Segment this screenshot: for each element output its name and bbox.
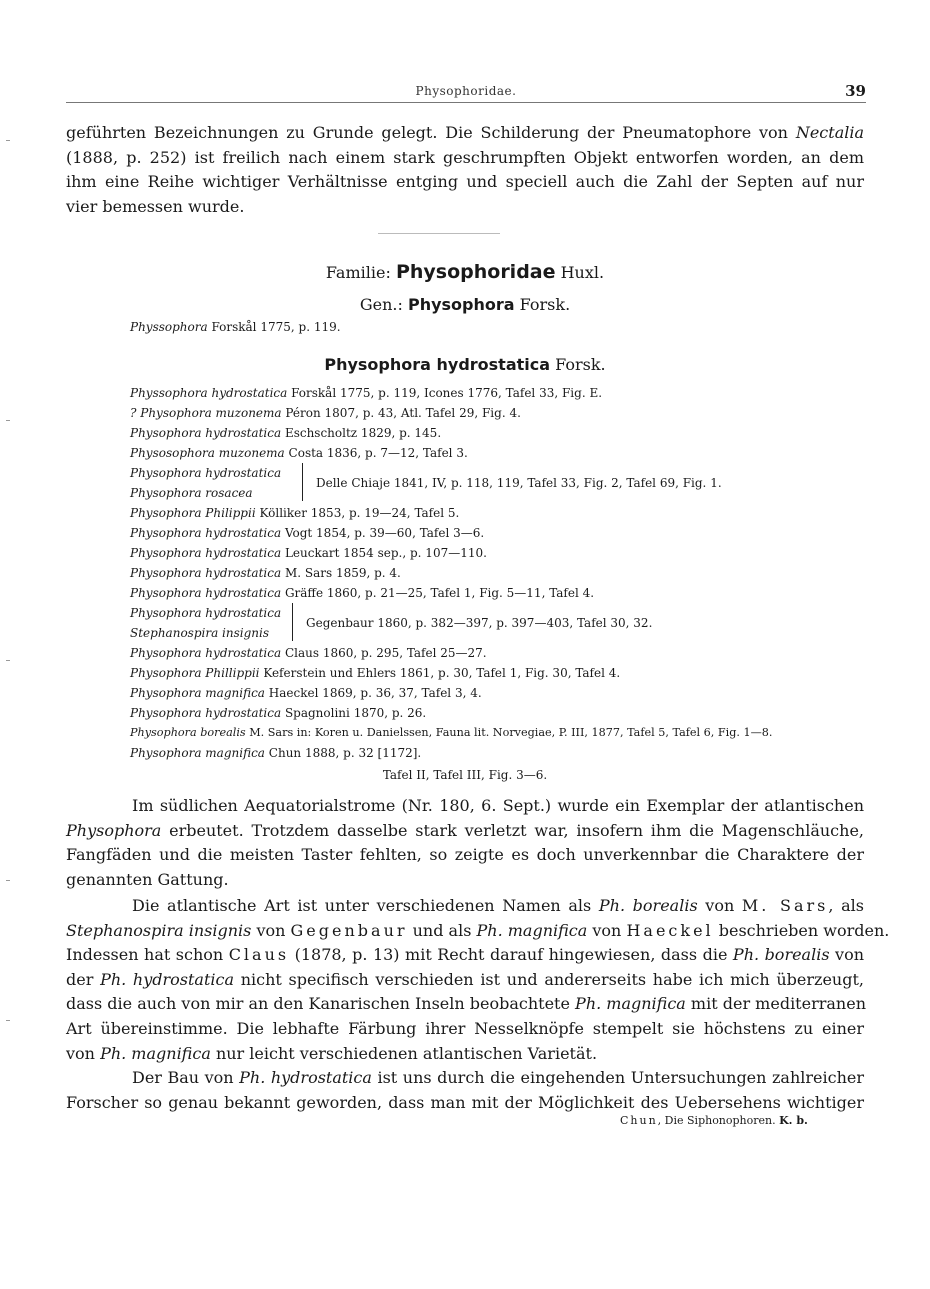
margin-mark: [6, 880, 10, 881]
text-line: Der Bau von Ph. hydrostatica ist uns durch die eingehenden Untersuchungen zahlreicher: [132, 1068, 865, 1087]
text-line: vier bemessen wurde.: [66, 196, 245, 216]
text-line: Indessen hat schon Claus (1878, p. 13) mit Recht darauf hingewiesen, dass die Ph. borealis von: [66, 945, 865, 965]
synonym-entry: Physophora hydrostatica Gräffe 1860, p. 21—25, Tafel 1, Fig. 5—11, Tafel 4.: [130, 586, 595, 600]
synonym-entry: Physophora Philippii Kölliker 1853, p. 19—24, Tafel 5.: [130, 506, 460, 520]
body-paragraph-1: [66, 794, 864, 892]
genus-heading: Gen.: Physophora Forsk.: [359, 295, 571, 314]
synonym-entry: Physophora borealis M. Sars in: Koren u. Danielssen, Fauna lit. Norvegiae, P. III, 1877, Tafel 5, Tafel 6, Fig. 1—8.: [130, 726, 773, 739]
section-divider: [378, 233, 500, 234]
text-line: (1888, p. 252) ist freilich nach einem stark geschrumpften Objekt entworfen worden, an dem: [66, 147, 864, 167]
page-number: 39: [845, 82, 866, 100]
brace-mark: [302, 463, 309, 501]
synonym-entry: Physophora hydrostatica Spagnolini 1870, p. 26.: [130, 706, 427, 720]
brace-mark: [292, 603, 299, 641]
synonym-reference: Gegenbaur 1860, p. 382—397, p. 397—403, Tafel 30, 32.: [306, 616, 653, 630]
synonymy-list: [130, 383, 870, 763]
synonym-entry: Physophora hydrostatica Claus 1860, p. 295, Tafel 25—27.: [130, 646, 487, 660]
family-heading: Familie: Physophoridae Huxl.: [325, 261, 605, 283]
genus-synonym: Physsophora Forskål 1775, p. 119.: [130, 320, 341, 334]
body-paragraph-2: [66, 894, 890, 1066]
synonym-group: [130, 463, 870, 503]
synonym-name: Physophora rosacea: [130, 486, 253, 500]
plate-reference: Tafel II, Tafel III, Fig. 3—6.: [382, 768, 548, 782]
synonym-entry: Physophora hydrostatica M. Sars 1859, p. 4.: [130, 566, 401, 580]
synonym-name: Stephanospira insignis: [130, 626, 270, 640]
synonym-name: Physophora hydrostatica: [130, 606, 282, 620]
text-line: Die atlantische Art ist unter verschiedenen Namen als Ph. borealis von M. Sars, als: [132, 896, 865, 915]
synonym-entry: Physophora hydrostatica Leuckart 1854 sep., p. 107—110.: [130, 546, 487, 560]
margin-mark: [6, 140, 10, 141]
synonym-entry: Physophora Phillippii Keferstein und Ehlers 1861, p. 30, Tafel 1, Fig. 30, Tafel 4.: [130, 666, 621, 680]
text-line: von Ph. magnifica nur leicht verschiedenen atlantischen Varietät.: [66, 1043, 598, 1063]
synonym-entry: Physophora magnifica Chun 1888, p. 32 [1172].: [130, 746, 422, 760]
footer-signature: Chun, Die Siphonophoren. K. b.: [620, 1114, 808, 1127]
synonym-name: Physophora hydrostatica: [130, 466, 282, 480]
text-line: Stephanospira insignis von Gegenbaur und als Ph. magnifica von Haeckel beschrieben worden.: [66, 920, 890, 940]
text-line: Physophora erbeutet. Trotzdem dasselbe stark verletzt war, insofern ihm die Magenschläuche,: [66, 820, 864, 840]
margin-mark: [6, 660, 10, 661]
text-line: Fangfäden und die meisten Taster fehlten, so zeigte es doch unverkennbar die Charaktere der: [66, 845, 864, 865]
text-line: Im südlichen Aequatorialstrome (Nr. 180, 6. Sept.) wurde ein Exemplar der atlantischen: [132, 796, 864, 815]
text-line: geführten Bezeichnungen zu Grunde gelegt. Die Schilderung der Pneumatophore von Nectalia: [66, 123, 864, 142]
synonym-entry: Physophora hydrostatica Vogt 1854, p. 39—60, Tafel 3—6.: [130, 526, 485, 540]
running-title: Physophoridae.: [415, 84, 517, 98]
species-heading: Physophora hydrostatica Forsk.: [324, 355, 606, 374]
synonym-entry: Physophora magnifica Haeckel 1869, p. 36, 37, Tafel 3, 4.: [130, 686, 482, 700]
synonym-entry: ? Physophora muzonema Péron 1807, p. 43, Atl. Tafel 29, Fig. 4.: [130, 406, 521, 420]
text-line: genannten Gattung.: [66, 869, 229, 889]
synonym-entry: Physosophora muzonema Costa 1836, p. 7—12, Tafel 3.: [130, 446, 468, 460]
text-line: ihm eine Reihe wichtiger Verhältnisse entging und speciell auch die Zahl der Septen auf nur: [66, 172, 864, 192]
synonym-entry: Physsophora hydrostatica Forskål 1775, p. 119, Icones 1776, Tafel 33, Fig. E.: [130, 386, 603, 400]
synonym-group: [130, 603, 870, 643]
text-line: dass die auch von mir an den Kanarischen Inseln beobachtete Ph. magnifica mit der mediterranen: [66, 994, 866, 1014]
intro-paragraph: [66, 121, 864, 219]
text-line: der Ph. hydrostatica nicht specifisch verschieden ist und andererseits habe ich mich überzeugt,: [66, 969, 864, 989]
text-line: Forscher so genau bekannt geworden, dass man mit der Möglichkeit des Uebersehens wichtiger: [66, 1092, 864, 1112]
running-header: [66, 84, 866, 103]
body-paragraph-3: [66, 1066, 864, 1115]
synonym-entry: Physophora hydrostatica Eschscholtz 1829, p. 145.: [130, 426, 442, 440]
margin-mark: [6, 1020, 10, 1021]
margin-mark: [6, 420, 10, 421]
text-line: Art übereinstimme. Die lebhafte Färbung ihrer Nesselknöpfe stempelt sie höchstens zu einer: [66, 1018, 864, 1038]
synonym-reference: Delle Chiaje 1841, IV, p. 118, 119, Tafel 33, Fig. 2, Tafel 69, Fig. 1.: [316, 476, 722, 490]
